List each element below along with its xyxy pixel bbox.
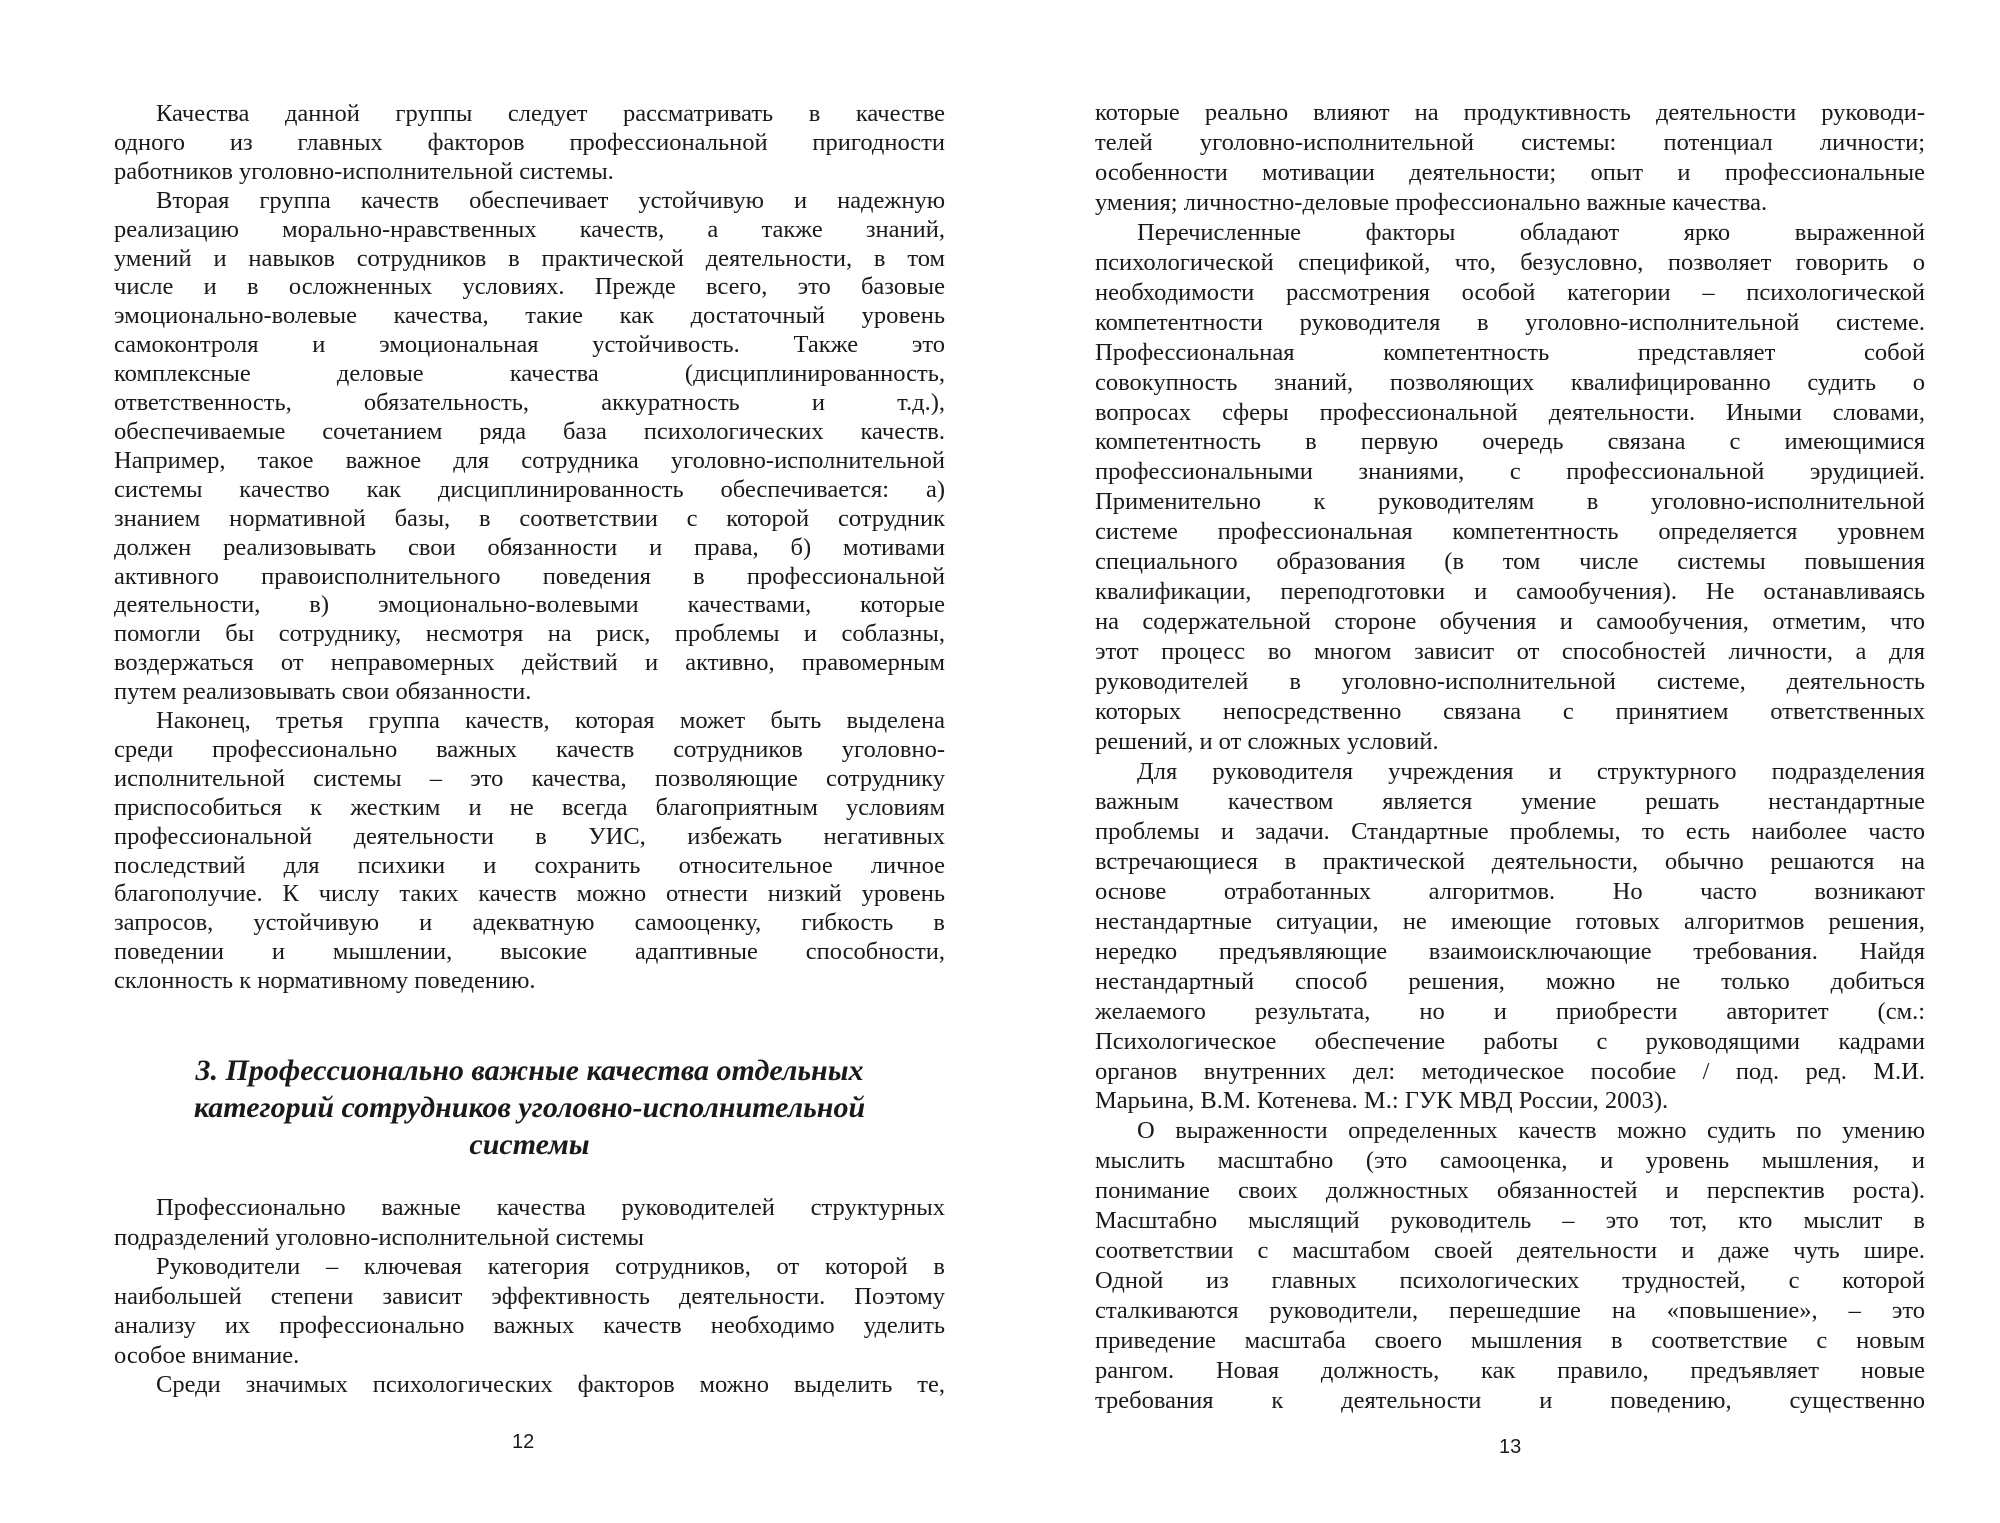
paragraph: [114, 1370, 945, 1400]
text-line: последствий для психики и сохранить относительное личное: [114, 851, 945, 879]
text-line: особенности мотивации деятельности; опыт и профессиональные: [1095, 158, 1925, 186]
text-line: исполнительной системы – это качества, позволяющие сотруднику: [114, 764, 945, 792]
text-line: самоконтроля и эмоциональная устойчивость. Также это: [114, 331, 945, 359]
text-line: необходимости рассмотрения особой категории – психологической: [1095, 278, 1925, 306]
paragraph: [1095, 218, 1925, 757]
text-line: основе отработанных алгоритмов. Но часто возникают: [1095, 877, 1925, 905]
text-line: на содержательной стороне обучения и самообучения, отметим, что: [1095, 608, 1925, 636]
text-line: О выраженности определенных качеств можно судить по умению: [1137, 1117, 1925, 1145]
text-line: склонность к нормативному поведению.: [114, 967, 536, 995]
text-line: воздержаться от неправомерных действий и активно, правомерным: [114, 649, 945, 677]
paragraph: [1095, 757, 1925, 1116]
text-line: желаемого результата, но и приобрести авторитет (см.:: [1095, 997, 1925, 1025]
text-line: мыслить масштабно (это самооценка, и уровень мышления, и: [1095, 1147, 1925, 1175]
text-line: ответственность, обязательность, аккуратность и т.д.),: [114, 389, 945, 417]
text-line: среди профессионально важных качеств сотрудников уголовно-: [114, 735, 945, 763]
text-line: встречающиеся в практической деятельности, обычно решаются на: [1095, 847, 1925, 875]
text-line: особое внимание.: [114, 1341, 300, 1369]
text-line: понимание своих должностных обязанностей и перспектив роста).: [1095, 1177, 1925, 1205]
text-line: Профессиональная компетентность представляет собой: [1095, 338, 1925, 366]
text-line: Профессионально важные качества руководителей структурных: [156, 1194, 945, 1221]
text-line: одного из главных факторов профессиональной пригодности: [114, 128, 945, 156]
text-line: умения; личностно-деловые профессионально важные качества.: [1095, 188, 1768, 216]
text-line: Марьина, В.М. Котенева. М.: ГУК МВД России, 2003).: [1095, 1087, 1669, 1115]
text-line: эмоционально-волевые качества, такие как достаточный уровень: [114, 302, 945, 330]
text-line: приведение масштаба своего мышления в соответствие с новым: [1095, 1327, 1925, 1355]
text-line: Для руководителя учреждения и структурного подразделения: [1137, 757, 1925, 785]
body-text-section-1: [114, 100, 945, 996]
paragraph: [114, 1252, 945, 1370]
text-line: Психологическое обеспечение работы с руководящими кадрами: [1095, 1027, 1925, 1055]
text-line: анализу их профессионально важных качеств необходимо уделить: [114, 1312, 945, 1339]
text-line: нередко предъявляющие взаимоисключающие требования. Найдя: [1095, 937, 1925, 965]
text-line: поведении и мышлении, высокие адаптивные способности,: [114, 938, 945, 966]
paragraph: [1095, 98, 1925, 218]
text-line: системы качество как дисциплинированность обеспечивается: а): [114, 475, 945, 503]
text-line: подразделений уголовно-исполнительной системы: [114, 1223, 645, 1251]
text-line: Вторая группа качеств обеспечивает устойчивую и надежную: [156, 186, 945, 214]
text-line: Применительно к руководителям в уголовно-исполнительной: [1095, 488, 1925, 516]
text-line: специального образования (в том числе системы повышения: [1095, 548, 1925, 576]
text-line: знанием нормативной базы, в соответствии с которой сотрудник: [114, 504, 945, 532]
text-line: системе профессиональная компетентность определяется уровнем: [1095, 518, 1925, 546]
text-line: Наконец, третья группа качеств, которая может быть выделена: [156, 707, 945, 735]
text-line: Масштабно мыслящий руководитель – это тот, кто мыслит в: [1095, 1207, 1925, 1235]
right-page: [1000, 0, 2000, 1523]
text-line: реализацию морально-нравственных качеств, а также знаний,: [114, 215, 945, 243]
text-line: которые реально влияют на продуктивность деятельности руководи-: [1095, 99, 1925, 126]
text-line: Перечисленные факторы обладают ярко выраженной: [1137, 218, 1925, 246]
text-line: нестандартный способ решения, можно не только добиться: [1095, 967, 1925, 995]
text-line: активного правоисполнительного поведения в профессиональной: [114, 562, 945, 590]
text-line: благополучие. К числу таких качеств можно отнести низкий уровень: [114, 880, 945, 908]
text-line: помогли бы сотруднику, несмотря на риск, проблемы и соблазны,: [114, 620, 945, 648]
text-line: путем реализовывать свои обязанности.: [114, 678, 532, 706]
text-line: Одной из главных психологических трудностей, с которой: [1095, 1267, 1925, 1295]
text-line: которых непосредственно связана с принятием ответственных: [1095, 698, 1925, 726]
text-line: профессиональной деятельности в УИС, избежать негативных: [114, 822, 945, 850]
paragraph: [114, 1193, 945, 1252]
paragraph: [1095, 1116, 1925, 1416]
text-line: компетентности руководителя в уголовно-исполнительной системе.: [1095, 308, 1925, 336]
text-line: работников уголовно-исполнительной системы.: [114, 157, 614, 185]
text-line: профессиональными знаниями, с профессиональной эрудицией.: [1095, 458, 1925, 486]
text-line: проблемы и задачи. Стандартные проблемы, то есть наиболее часто: [1095, 817, 1925, 845]
text-line: соответствии с масштабом своей деятельности и даже чуть шире.: [1095, 1237, 1925, 1265]
body-text-section-2: [114, 1193, 945, 1400]
heading-line: 3. Профессионально важные качества отдельных: [195, 1054, 864, 1087]
text-line: этот процесс во многом зависит от способностей личности, а для: [1095, 638, 1925, 666]
text-line: обеспечиваемые сочетанием ряда база психологических качеств.: [114, 417, 945, 445]
text-line: квалификации, переподготовки и самообучения). Не останавливаясь: [1095, 578, 1925, 606]
text-line: числе и в осложненных условиях. Прежде всего, это базовые: [114, 273, 945, 301]
page-number: 13: [1499, 1436, 1522, 1458]
text-line: важным качеством является умение решать нестандартные: [1095, 787, 1925, 815]
paragraph: [114, 707, 945, 996]
text-line: сталкиваются руководители, перешедшие на «повышение», – это: [1095, 1297, 1925, 1325]
text-line: Среди значимых психологических факторов можно выделить те,: [156, 1371, 945, 1398]
page-number: 12: [512, 1431, 535, 1453]
heading-line: категорий сотрудников уголовно-исполнительной: [193, 1091, 866, 1124]
text-line: органов внутренних дел: методическое пособие / под. ред. М.И.: [1095, 1057, 1925, 1085]
text-line: комплексные деловые качества (дисциплинированность,: [114, 360, 945, 388]
text-line: Руководители – ключевая категория сотрудников, от которой в: [156, 1253, 945, 1280]
text-line: рангом. Новая должность, как правило, предъявляет новые: [1095, 1357, 1925, 1385]
text-line: должен реализовывать свои обязанности и права, б) мотивами: [114, 533, 945, 561]
text-line: решений, и от сложных условий.: [1095, 728, 1439, 756]
text-line: деятельности, в) эмоционально-волевыми качествами, которые: [114, 591, 945, 619]
text-line: запросов, устойчивую и адекватную самооценку, гибкость в: [114, 909, 945, 937]
text-line: приспособиться к жестким и не всегда благоприятным условиям: [114, 793, 945, 821]
text-line: нестандартные ситуации, не имеющие готовых алгоритмов решения,: [1095, 907, 1925, 935]
text-line: Например, такое важное для сотрудника уголовно-исполнительной: [114, 446, 945, 474]
text-line: наибольшей степени зависит эффективность деятельности. Поэтому: [114, 1282, 945, 1310]
heading-line: системы: [469, 1128, 590, 1161]
text-line: совокупность знаний, позволяющих квалифицированно судить о: [1095, 368, 1925, 396]
text-line: руководителей в уголовно-исполнительной системе, деятельность: [1095, 668, 1925, 696]
text-line: психологической спецификой, что, безусловно, позволяет говорить о: [1095, 248, 1925, 276]
text-line: требования к деятельности и поведению, существенно: [1095, 1386, 1925, 1414]
text-line: Качества данной группы следует рассматривать в качестве: [156, 100, 945, 127]
section-heading: [114, 1052, 945, 1163]
paragraph: [114, 187, 945, 707]
paragraph: [114, 100, 945, 187]
body-text: [1095, 98, 1925, 1416]
text-line: компетентность в первую очередь связана с имеющимися: [1095, 428, 1925, 456]
text-line: вопросах сферы профессиональной деятельности. Иными словами,: [1095, 398, 1925, 426]
text-line: телей уголовно-исполнительной системы: потенциал личности;: [1095, 128, 1925, 156]
text-line: умений и навыков сотрудников в практической деятельности, в том: [114, 244, 945, 272]
